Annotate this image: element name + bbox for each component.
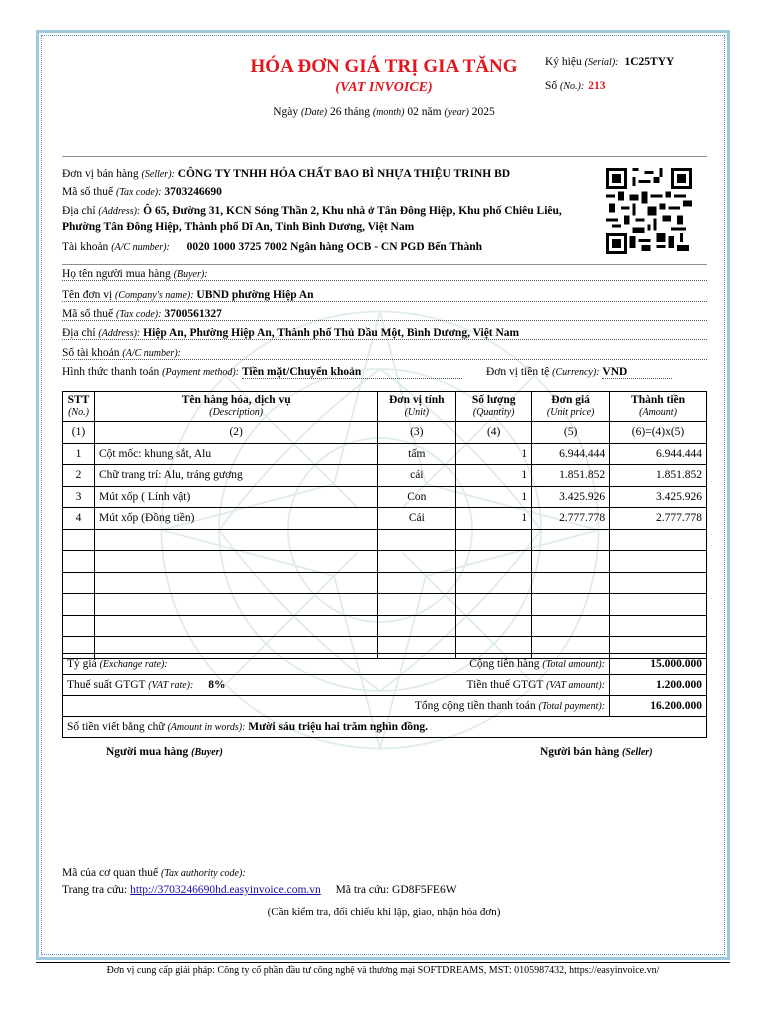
col-header-unit: Đơn vị tính (Unit)	[378, 392, 456, 422]
subtotal-value: 15.000.000	[610, 654, 707, 675]
totals-table	[62, 653, 707, 738]
tax-authority-code: Mã của cơ quan thuế (Tax authority code):	[62, 867, 246, 879]
vat-amount-value: 1.200.000	[610, 675, 707, 696]
cell-unit: Cái	[378, 508, 456, 530]
table-row	[63, 465, 707, 487]
cell-amount: 2.777.778	[610, 508, 707, 530]
vat-row	[63, 675, 707, 696]
currency: Đơn vị tiền tệ (Currency): VND	[486, 366, 672, 379]
cell-amount: 3.425.926	[610, 486, 707, 508]
invoice-title-en: (VAT INVOICE)	[335, 80, 433, 95]
invoice-serial: Ký hiệu (Serial): 1C25TYY	[545, 56, 675, 68]
cell-unit-price: 3.425.926	[532, 486, 610, 508]
verification-note: (Cần kiểm tra, đối chiếu khi lập, giao, nhận hóa đơn)	[267, 906, 501, 918]
buyer-tax-code: Mã số thuế (Tax code): 3700561327	[62, 308, 707, 321]
provider-footer: Đơn vị cung cấp giải pháp: Công ty cổ phần đầu tư công nghệ và thương mại SOFTDREAMS, MST: 0105987432, https://easyinvoice.vn/	[36, 962, 730, 976]
seller-account: Tài khoản (A/C number): 0020 1000 3725 7002 Ngân hàng OCB - CN PGD Bến Thành	[62, 241, 482, 253]
cell-quantity: 1	[456, 508, 532, 530]
cell-unit: Con	[378, 486, 456, 508]
buyer-address: Địa chỉ (Address): Hiệp An, Phường Hiệp An, Thành phố Thủ Dầu Một, Bình Dương, Việt Nam	[62, 327, 707, 340]
seller-name: Đơn vị bán hàng (Seller): CÔNG TY TNHH HÓA CHẤT BAO BÌ NHỰA THIỆU TRINH BD	[62, 168, 511, 180]
cell-unit-price: 2.777.778	[532, 508, 610, 530]
index-cell: (3)	[378, 422, 456, 444]
col-header-amount: Thành tiền (Amount)	[610, 392, 707, 422]
cell-quantity: 1	[456, 465, 532, 487]
cell-description: Chữ trang trí: Alu, tráng gương	[94, 465, 377, 487]
index-cell: (1)	[63, 422, 95, 444]
cell-unit-price: 1.851.852	[532, 465, 610, 487]
cell-amount: 1.851.852	[610, 465, 707, 487]
subtotal-row	[63, 654, 707, 675]
amount-in-words-row	[63, 717, 707, 738]
total-label: Tổng cộng tiền thanh toán (Total payment):	[63, 696, 610, 717]
total-value: 16.200.000	[610, 696, 707, 717]
seller-signature-label: Người bán hàng (Seller)	[540, 746, 653, 758]
cell-quantity: 1	[456, 443, 532, 465]
col-header-quantity: Số lượng (Quantity)	[456, 392, 532, 422]
lookup-info: Trang tra cứu: http://3703246690hd.easyinvoice.com.vn Mã tra cứu: GD8F5FE6W	[62, 884, 457, 896]
exchange-rate: Tỷ giá (Exchange rate):	[63, 654, 378, 675]
amount-in-words: Số tiền viết bằng chữ (Amount in words): Mười sáu triệu hai trăm nghìn đồng.	[63, 717, 707, 738]
qr-code	[604, 168, 694, 254]
table-row	[63, 443, 707, 465]
index-cell: (4)	[456, 422, 532, 444]
index-row	[63, 422, 707, 444]
divider	[62, 264, 707, 265]
index-cell: (2)	[94, 422, 377, 444]
cell-description: Mút xốp ( Lính vật)	[94, 486, 377, 508]
table-row-empty	[63, 615, 707, 637]
seller-tax-code: Mã số thuế (Tax code): 3703246690	[62, 186, 222, 198]
buyer-company: Tên đơn vị (Company's name): UBND phường Hiệp An	[62, 289, 707, 302]
seller-address-line2: Phường Tân Đông Hiệp, Thành phố Dĩ An, Tỉnh Bình Dương, Việt Nam	[62, 221, 415, 233]
table-row	[63, 508, 707, 530]
index-cell: (5)	[532, 422, 610, 444]
seller-address: Địa chỉ (Address): Ô 65, Đường 31, KCN Sóng Thần 2, Khu nhà ở Tân Đông Hiệp, Khu phố Chiêu Liêu,	[62, 205, 562, 217]
cell-unit: cái	[378, 465, 456, 487]
cell-no: 1	[63, 443, 95, 465]
vat-rate: Thuế suất GTGT (VAT rate): 8%	[63, 675, 378, 696]
col-header-description: Tên hàng hóa, dịch vụ (Description)	[94, 392, 377, 422]
cell-no: 4	[63, 508, 95, 530]
cell-no: 2	[63, 465, 95, 487]
table-row	[63, 486, 707, 508]
buyer-signature-label: Người mua hàng (Buyer)	[106, 746, 223, 758]
buyer-account: Số tài khoản (A/C number):	[62, 347, 707, 360]
table-header-row	[63, 392, 707, 422]
col-header-unit-price: Đơn giá (Unit price)	[532, 392, 610, 422]
vat-amount-label: Tiền thuế GTGT (VAT amount):	[378, 675, 610, 696]
cell-amount: 6.944.444	[610, 443, 707, 465]
total-row	[63, 696, 707, 717]
cell-quantity: 1	[456, 486, 532, 508]
items-table	[62, 391, 707, 659]
subtotal-label: Cộng tiền hàng (Total amount):	[378, 654, 610, 675]
divider	[62, 156, 707, 157]
index-cell: (6)=(4)x(5)	[610, 422, 707, 444]
table-row-empty	[63, 594, 707, 616]
invoice-date: Ngày (Date) 26 tháng (month) 02 năm (year) 2025	[273, 106, 495, 118]
table-row-empty	[63, 551, 707, 573]
lookup-code: GD8F5FE6W	[392, 884, 457, 896]
cell-description: Cột mốc: khung sắt, Alu	[94, 443, 377, 465]
table-row-empty	[63, 529, 707, 551]
buyer-name: Họ tên người mua hàng (Buyer):	[62, 268, 707, 281]
cell-description: Mút xốp (Đồng tiền)	[94, 508, 377, 530]
invoice-number: Số (No.): 213	[545, 80, 606, 92]
lookup-link[interactable]: http://3703246690hd.easyinvoice.com.vn	[130, 884, 321, 896]
cell-no: 3	[63, 486, 95, 508]
payment-method: Hình thức thanh toán (Payment method): Tiền mặt/Chuyển khoản	[62, 366, 462, 379]
col-header-no: STT (No.)	[63, 392, 95, 422]
cell-unit-price: 6.944.444	[532, 443, 610, 465]
invoice-title: HÓA ĐƠN GIÁ TRỊ GIA TĂNG	[250, 56, 518, 77]
table-row-empty	[63, 572, 707, 594]
cell-unit: tấm	[378, 443, 456, 465]
